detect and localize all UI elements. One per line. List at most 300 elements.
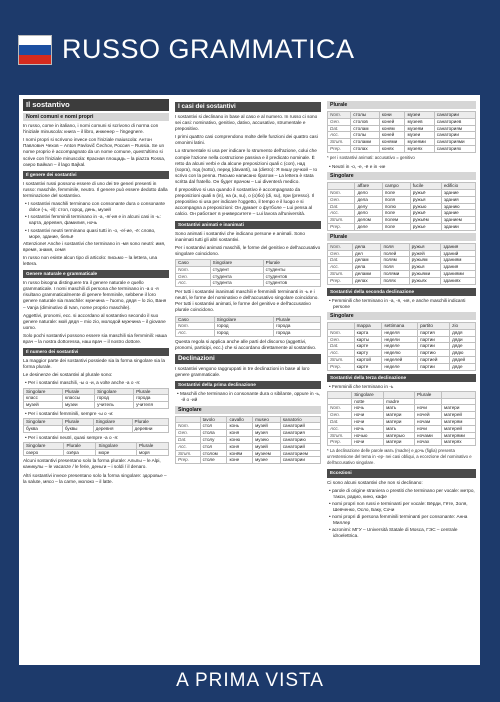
table-cell: коне [227, 457, 253, 464]
table-cell: Prep. [328, 146, 351, 153]
table-cell: Dat. [328, 257, 353, 264]
table-cell: делам [353, 257, 381, 264]
paragraph: Solo pochi sostantivi possono essere sia maschili sia femminili: наша врач – la nostra dottoressa, наш врач – il nostro dottore. [23, 332, 167, 344]
table-cell [328, 183, 355, 190]
table-cell: партия [418, 329, 450, 336]
table-cell: здание [441, 189, 475, 196]
table-cell: матерей [442, 425, 476, 432]
table-cell: поля [382, 196, 410, 203]
paragraph: Altri sostantivi invece presentano solo la forma singolare: здоровье – la salute, мясо – la carne, молоко – il latte. [23, 472, 167, 484]
table-cell: Nom. [176, 323, 215, 330]
table-row [328, 432, 476, 439]
table-cell [328, 391, 352, 398]
table-cell: ночь [352, 425, 384, 432]
table-row [328, 418, 476, 425]
table-cell: дяди [450, 336, 476, 343]
table-cell [415, 398, 442, 405]
table-cell: города [274, 330, 321, 337]
table-cell: деревни [132, 425, 168, 432]
subsection-title: Eccezioni [327, 469, 476, 477]
bullet-item: • I sostantivi femminili terminano in -а, -я/-ия e in alcuni casi in -ь: карта, деревня, фамилия, ночь [25, 214, 161, 226]
bullet-item: • I sostantivi neutri terminano quasi tutti in -о, -е/-ие, -ё: слово, море, здание, бельё [25, 227, 156, 239]
table-cell: ружьями [409, 271, 441, 278]
table-cell: дело [355, 189, 382, 196]
table-cell: класс [24, 395, 63, 402]
table-cell: город [95, 395, 134, 402]
table-cell: дела [353, 264, 381, 271]
table-row [328, 125, 476, 132]
table-cell: Singolare [95, 388, 134, 395]
table-cell: ружьём [410, 217, 441, 224]
table-cell: cavallo [227, 416, 253, 423]
table-cell: Plurale [136, 442, 168, 449]
table-cell: санатории [434, 132, 475, 139]
table-cell: мать [384, 425, 415, 432]
table-cell: Strum. [328, 356, 355, 363]
table-cell: партию [418, 350, 450, 357]
table-row [328, 322, 476, 329]
table-row [176, 443, 321, 450]
table-row [176, 330, 321, 337]
table-cell: студенты [263, 266, 320, 273]
bullet-item: • Femminili che terminano in -а, -я, -ия, e anche maschili indicanti persone [329, 297, 466, 309]
table-cell: море [96, 449, 136, 456]
table-cell: Acc. [176, 443, 201, 450]
column-2 [175, 99, 321, 661]
footnote: * La declinazione delle parole мать (madre) e дочь (figlia) presenta un'estensione del tema in -ер- nei casi obliqui, a eccezione del nominativo e dell'accusativo singolare. [327, 448, 472, 466]
table-cell: музей [253, 423, 281, 430]
table-cell: полями [381, 271, 409, 278]
table-row [328, 132, 476, 139]
table-cell: полях [381, 277, 409, 284]
flag-stripe-blue [19, 45, 51, 54]
paragraph: Lo strumentale si usa per indicare lo strumento dell'azione, colui che compie l'azione nella costruzione passiva e il predicato nominale. È retto da alcuni verbi e da alcune preposizioni quali с (con), над (sopra), под (sotto), перед (davanti), за (dietro): Я пишу ручкой – Io scrivo con la penna. Письмо написано братом – La lettera è stata scritta dal fratello. Он будет врачом – Lui diventerà medico. [175, 148, 318, 184]
table-cell: матерей [442, 412, 476, 419]
table-cell: музея [253, 430, 281, 437]
table-cell: Acc. [328, 425, 352, 432]
table-cell: города [274, 323, 321, 330]
table-caption: Singolare [175, 406, 321, 414]
table-cell: Nom. [328, 329, 355, 336]
table-cell: ночи [415, 405, 442, 412]
table-cell: Singolare [214, 316, 273, 323]
table-row [328, 412, 476, 419]
table-cell: ружьях [409, 277, 441, 284]
table-cell: озёра [64, 449, 96, 456]
column-1 [23, 99, 169, 661]
table-cell: конях [379, 146, 405, 153]
table-cell: Gen. [328, 336, 355, 343]
table-row [176, 280, 321, 287]
table-row [176, 450, 321, 457]
paragraph: Le desinenze dei sostantivi al plurale sono: [23, 372, 113, 378]
table-cell: ночи [352, 412, 384, 419]
table-row [328, 329, 476, 336]
table-cell: стола [200, 430, 227, 437]
table-cell: здание [441, 210, 475, 217]
table-cell: санаториями [434, 139, 475, 146]
table-cell: partito [418, 322, 450, 329]
plural-table-masculine [23, 388, 169, 409]
paragraph: Sono animati i sostantivi che indicano persone e animali. Sono inanimati tutti gli altri sostantivi. [175, 230, 306, 242]
paragraph: Il prepositivo si usa quando il sostantivo è accompagnato da preposizioni quali в (in), на (a, su), о (о)бо) (di, su), при (presso). Il prepositivo si usa per indicare l'oggetto, il tempo e il luogo e si accompagna a preposizioni: Он думает о футболе – Lui pensa al calcio. Он работает в университете – Lui lavora all'università. [175, 187, 315, 217]
neuter-plural-table [327, 243, 476, 285]
table-cell: санаторий [280, 443, 320, 450]
table-cell: Nom. [328, 405, 352, 412]
table-row [24, 419, 169, 426]
table-cell: здания [441, 264, 476, 271]
table-row [24, 402, 169, 409]
table-cell: ружья [410, 196, 441, 203]
table-cell: коней [379, 132, 405, 139]
subsection-title: Il numero dei sostantivi [23, 348, 169, 356]
plural-table-feminine [23, 418, 169, 433]
table-cell: Acc. [176, 280, 211, 287]
table-row [328, 250, 476, 257]
table-cell: ночи [352, 439, 384, 446]
table-cell: ночами [415, 432, 442, 439]
table-cell: Strum. [328, 271, 353, 278]
table-row [328, 203, 476, 210]
table-cell: Acc. [176, 330, 215, 337]
table-cell: Prep. [328, 363, 355, 370]
table-cell: Nom. [328, 243, 353, 250]
bullet-item: • acronimi: МГУ – Università Statale di Mosca, ГЭС – centrale idroelettrica. [329, 527, 458, 539]
table-cell: студентов [263, 280, 320, 287]
table-cell: edificio [441, 183, 475, 190]
table-cell: столе [200, 457, 227, 464]
table-cell: Singolare [96, 442, 136, 449]
table-cell: ночей [415, 412, 442, 419]
table-row [328, 343, 476, 350]
paragraph: Attenzione! Anche i sostantivi che terminano in -мя sono neutri: имя, время, знамя, семя [23, 240, 166, 252]
table-cell: Strum. [328, 217, 355, 224]
table-cell: Prep. [328, 277, 353, 284]
table-row [328, 223, 476, 230]
table-cell: столы [351, 112, 380, 119]
table-cell: ружьё [410, 189, 441, 196]
table-row [176, 323, 321, 330]
table-row [328, 112, 476, 119]
table-cell: поля [381, 264, 409, 271]
table-cell: партией [418, 356, 450, 363]
table-cell: Strum. [176, 450, 201, 457]
table-cell: дядей [450, 356, 476, 363]
table-cell: поле [382, 223, 410, 230]
flag-stripe-white [19, 36, 51, 45]
subsection-title: Sostantivi della seconda declinazione [327, 288, 476, 296]
table-cell: Dat. [328, 418, 352, 425]
table-row [328, 257, 476, 264]
table-row [328, 336, 476, 343]
table-cell [328, 322, 355, 329]
table-cell: партии [418, 343, 450, 350]
table-cell: матерями [442, 432, 476, 439]
table-cell: студента [210, 273, 263, 280]
table-cell: Singolare [210, 259, 263, 266]
table-cell: settimana [382, 322, 418, 329]
table-cell: музеями [405, 139, 434, 146]
table-cell: Plurale [134, 388, 169, 395]
table-cell: санаторием [280, 450, 320, 457]
table-row [328, 196, 476, 203]
table-cell: Caso [176, 316, 215, 323]
table-cell: стол [200, 423, 227, 430]
table-row [24, 388, 169, 395]
table-cell: Strum. [328, 139, 351, 146]
table-cell: зданию [441, 203, 475, 210]
subsection-title: Genere naturale e grammaticale [23, 270, 169, 278]
table-cell: Nom. [328, 112, 351, 119]
bullet-item: • Per i sostantivi femminili, sempre -ы o -и: [25, 410, 114, 416]
table-cell: санаторию [280, 437, 320, 444]
table-cell: конь [227, 423, 253, 430]
table-cell: матерях [442, 439, 476, 446]
table-row [176, 316, 321, 323]
paragraph: I primi quattro casi comprendono molte delle funzioni dei quattro casi omonimi latini. [175, 134, 318, 146]
table-cell: zio [450, 322, 476, 329]
table-cell: Prep. [176, 457, 201, 464]
table-cell: здания [441, 243, 476, 250]
bullet-item: • nomi propri non russi e terminanti per vocale: Вёрди, Гёте, Золя, Шевченко, Осло, Баку, Сочи [329, 500, 468, 512]
table-cell: деле [355, 223, 382, 230]
table-cell: дядю [450, 350, 476, 357]
table-row [24, 395, 169, 402]
section-title: Il sostantivo [23, 99, 169, 111]
table-cell: город [214, 323, 273, 330]
table-cell: партии [418, 363, 450, 370]
page-title: RUSSO GRAMMATICA [62, 34, 355, 64]
table-cell: зданиям [441, 257, 476, 264]
table-cell: делом [355, 217, 382, 224]
table-cell: Plurale [132, 419, 168, 426]
table-cell: Prep. [328, 223, 355, 230]
table-row [328, 146, 476, 153]
table-cell: affare [355, 183, 382, 190]
table-cell: поле [382, 210, 410, 217]
table-cell: museo [253, 416, 281, 423]
bullet-item: • I sostantivi maschili terminano con consonante dura o consonante dolce (-ь, -й): стол, город, день, музей [25, 201, 166, 213]
subsection-title: Sostantivi della terza declinazione [327, 374, 476, 382]
table-cell: зданий [441, 250, 476, 257]
table-cell: поля [381, 243, 409, 250]
table-cell: Singolare [352, 391, 384, 398]
table-cell: коней [379, 118, 405, 125]
table-caption: Singolare [327, 312, 476, 320]
table-cell: неделя [382, 329, 418, 336]
paragraph: Per tutti i sostantivi inanimati maschili e femminili terminanti in -ь e i neutri, le forme del nominativo e dell'accusativo singolare coincidono. Per tutti i sostantivi animati, le forme del genitivo e dell'accusativo plurale coincidono. [175, 289, 319, 313]
table-cell [176, 416, 201, 423]
table-cell: музеи [62, 402, 94, 409]
table-row [176, 423, 321, 430]
table-cell: полям [381, 257, 409, 264]
table-row [328, 363, 476, 370]
table-row [328, 118, 476, 125]
table-cell: Nom. [176, 266, 211, 273]
table-cell: санаториям [434, 125, 475, 132]
table-cell: Dat. [176, 437, 201, 444]
table-cell: города [134, 395, 169, 402]
table-cell: Acc. [328, 264, 353, 271]
table-row [176, 266, 321, 273]
table-cell: Gen. [328, 412, 352, 419]
plural-table-neuter [23, 442, 169, 457]
subsection-title: Sostantivi animati e inanimati [175, 221, 321, 229]
table-row [176, 273, 321, 280]
first-declension-plural-table [327, 111, 476, 153]
table-cell: Plurale [415, 391, 442, 398]
table-cell: санаториев [434, 118, 475, 125]
table-row [328, 356, 476, 363]
table-cell: Caso [176, 259, 211, 266]
column-3 [327, 99, 476, 661]
table-cell: Strum. [328, 432, 352, 439]
table-cell: Gen. [328, 118, 351, 125]
bullet-item: • Neutri in -о, -е, -ё e in -ие [329, 163, 386, 169]
table-cell: карте [354, 363, 382, 370]
table-cell: ночь [352, 405, 384, 412]
table-cell: Singolare [24, 388, 63, 395]
table-cell: Plurale [64, 442, 96, 449]
table-cell: Plurale [62, 419, 93, 426]
subsection-title: Nomi comuni e nomi propri [23, 113, 169, 121]
table-cell: партии [418, 336, 450, 343]
table-cell: здании [441, 223, 475, 230]
table-caption: Plurale [327, 233, 476, 241]
table-cell: коню [227, 437, 253, 444]
table-cell: полю [382, 203, 410, 210]
section-title: Declinazioni [175, 354, 321, 364]
table-cell: неделе [382, 343, 418, 350]
table-cell: столам [351, 125, 380, 132]
bullet-item: • Per i sostantivi neutri, quasi sempre -а o -я: [25, 434, 119, 440]
table-cell: матери [442, 405, 476, 412]
table-cell: Nom. [176, 423, 201, 430]
table-cell: дело [355, 210, 382, 217]
table-cell: Acc. [328, 210, 355, 217]
table-cell: карту [354, 350, 382, 357]
table-cell: дядя [450, 329, 476, 336]
table-cell: неделе [382, 363, 418, 370]
table-cell: моря [136, 449, 168, 456]
paragraph: Per i sostantivi animati maschili, le forme del genitivo e dell'accusativo singolare coincidono. [175, 244, 321, 256]
table-cell: неделю [382, 350, 418, 357]
table-cell: матери [384, 439, 415, 446]
table-caption: Singolare [327, 172, 476, 180]
table-cell: ночах [415, 439, 442, 446]
table-row [176, 437, 321, 444]
table-cell: картой [354, 356, 382, 363]
table-cell: дел [353, 250, 381, 257]
table-row [328, 264, 476, 271]
table-row [328, 243, 476, 250]
table-cell: коня [227, 430, 253, 437]
table-cell: учителя [134, 402, 169, 409]
table-cell: ружье [410, 223, 441, 230]
table-cell: студент [210, 266, 263, 273]
table-row [328, 271, 476, 278]
table-cell [442, 391, 476, 398]
table-row [176, 416, 321, 423]
table-cell: санатория [280, 430, 320, 437]
table-cell: матери [384, 412, 415, 419]
table-row [328, 350, 476, 357]
table-cell: студента [210, 280, 263, 287]
table-cell: музеях [405, 146, 434, 153]
table-cell: поле [382, 189, 410, 196]
table-cell: ночи [352, 418, 384, 425]
table-cell: Singolare [24, 419, 63, 426]
paragraph: I sostantivi russi possono essere di uno dei tre generi presenti in russo: maschile, femminile, neutro. Il genere può essere dedotto dalla terminazione del sostantivo. [23, 180, 168, 199]
table-cell: буква [24, 425, 63, 432]
table-cell: студентов [263, 273, 320, 280]
paragraph: Ci sono alcuni sostantivi che non si declinano: [327, 479, 423, 485]
table-cell: здания [441, 196, 475, 203]
inanimate-table [175, 316, 321, 337]
table-cell: матерям [442, 418, 476, 425]
table-cell: столах [351, 146, 380, 153]
third-declension-table [327, 391, 476, 446]
table-row [328, 210, 476, 217]
bullet-item: • Femminili che terminano in -ь [329, 383, 394, 389]
table-cell: Gen. [328, 196, 355, 203]
table-cell: ружью [410, 203, 441, 210]
table-cell: Plurale [263, 259, 320, 266]
table-cell: учитель [95, 402, 134, 409]
flag-stripe-red [19, 55, 51, 64]
second-declension-table [327, 322, 476, 371]
table-cell: madre [384, 398, 415, 405]
table-row [328, 439, 476, 446]
table-cell: столы [351, 132, 380, 139]
table-cell: музей [253, 443, 281, 450]
paragraph: Alcuni sostantivi presentano solo la forma plurale: Альпы – le Alpi, каникулы – le vacanze / le ferie, деньги – i soldi / il denaro. [23, 458, 161, 470]
table-row [176, 457, 321, 464]
table-row [176, 430, 321, 437]
table-cell: неделей [382, 356, 418, 363]
table-cell: Singolare [24, 442, 64, 449]
table-cell: озеро [24, 449, 64, 456]
table-cell: столов [351, 118, 380, 125]
table-cell: мать [384, 405, 415, 412]
table-cell: буквы [62, 425, 93, 432]
table-row [328, 391, 476, 398]
table-cell: город [214, 330, 273, 337]
bullet-item: • Per i sostantivi maschili, -ы o -и, a volte anche -а o -я: [25, 380, 141, 386]
footer-tagline: A PRIMA VISTA [176, 670, 324, 691]
table-cell: карте [354, 343, 382, 350]
table-row [176, 259, 321, 266]
table-cell: санаторий [280, 423, 320, 430]
table-cell: Nom. [328, 189, 355, 196]
table-cell: зданиях [441, 277, 476, 284]
table-cell: делами [353, 271, 381, 278]
table-cell: Gen. [176, 273, 211, 280]
table-cell: столу [200, 437, 227, 444]
table-cell: дяде [450, 363, 476, 370]
table-cell: столами [351, 139, 380, 146]
table-row [328, 398, 476, 405]
table-cell: Acc. [328, 350, 355, 357]
table-cell: музей [24, 402, 63, 409]
table-cell: конями [379, 139, 405, 146]
neuter-singular-table [327, 182, 476, 231]
paragraph: I nomi propri si scrivono invece con l'iniziale maiuscola: Антон Павлович Чехов – Anton Pavlovič Čechov, Россия – Russia. Se un nome proprio è accompagnato da un nome comune, quest'ultimo si scrive con l'iniziale minuscola: Красная площадь – la piazza Rossa, озеро Байкал – il lago Bajkal. [23, 137, 166, 167]
paragraph: In russo non esiste alcun tipo di articolo: письмо – la lettera, una lettera. [23, 254, 158, 266]
table-cell: зданиями [441, 271, 476, 278]
table-cell: Dat. [328, 343, 355, 350]
table-cell: Prep. [328, 439, 352, 446]
